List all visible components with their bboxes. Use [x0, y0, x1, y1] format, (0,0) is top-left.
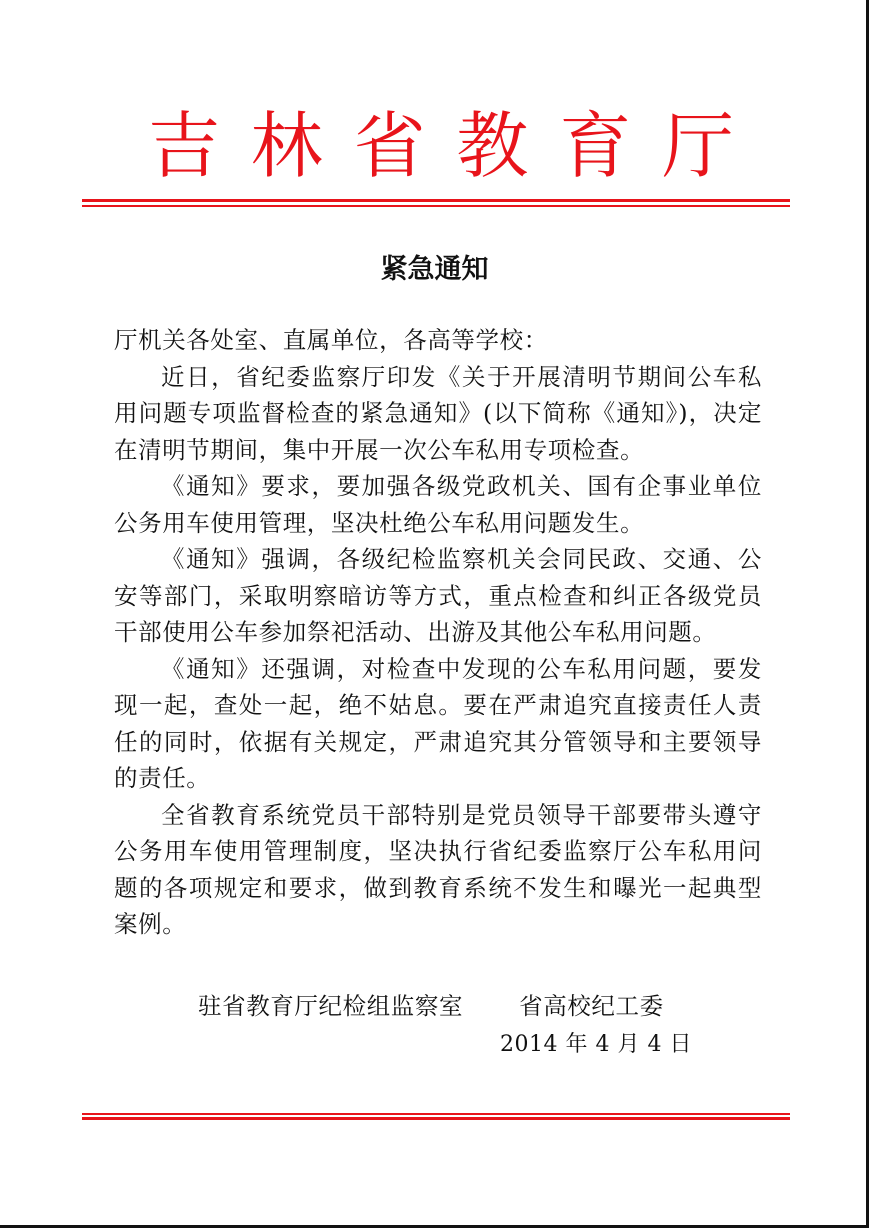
header-red-rule-thick [82, 199, 790, 202]
letterhead-char: 教 [456, 104, 529, 188]
footer-red-rule-thin [82, 1113, 790, 1115]
body-paragraph: 《通知》还强调，对检查中发现的公车私用问题，要发现一起，查处一起，绝不姑息。要在严肃追究直接责任人责任的同时，依据有关规定，严肃追究其分管领导和主要领导的责任。 [114, 654, 762, 792]
body-paragraph: 近日，省纪委监察厅印发《关于开展清明节期间公车私用问题专项监督检查的紧急通知》(以下简称《通知》)，决定在清明节期间，集中开展一次公车私用专项检查。 [114, 362, 762, 464]
document-body [114, 322, 762, 943]
signature-date: 2014 年 4 月 4 日 [500, 1032, 692, 1057]
body-paragraph: 全省教育系统党员干部特别是党员领导干部要带头遵守公务用车使用管理制度，坚决执行省纪委监察厅公车私用问题的各项规定和要求，做到教育系统不发生和曝光一起典型案例。 [114, 800, 762, 938]
letterhead-char: 林 [250, 104, 323, 188]
signature-block [198, 988, 664, 1024]
document-title: 紧急通知 [380, 254, 489, 285]
letterhead-char: 育 [559, 104, 632, 188]
letterhead-char: 省 [353, 104, 426, 188]
footer-red-rule-thick [82, 1117, 790, 1120]
letterhead-char: 厅 [661, 104, 734, 188]
body-paragraph: 《通知》要求，要加强各级党政机关、国有企事业单位公务用车使用管理，坚决杜绝公车私用问题发生。 [114, 472, 762, 537]
body-paragraph: 《通知》强调，各级纪检监察机关会同民政、交通、公安等部门，采取明察暗访等方式，重点检查和纠正各级党员干部使用公车参加祭祀活动、出游及其他公车私用问题。 [114, 545, 762, 646]
signature-org-1: 驻省教育厅纪检组监察室 [198, 992, 464, 1020]
letterhead-title [82, 98, 790, 194]
salutation: 厅机关各处室、直属单位，各高等学校： [114, 326, 548, 354]
header-red-rule-thin [82, 205, 790, 207]
letterhead-char: 吉 [148, 104, 221, 188]
signature-org-2: 省高校纪工委 [519, 992, 664, 1020]
